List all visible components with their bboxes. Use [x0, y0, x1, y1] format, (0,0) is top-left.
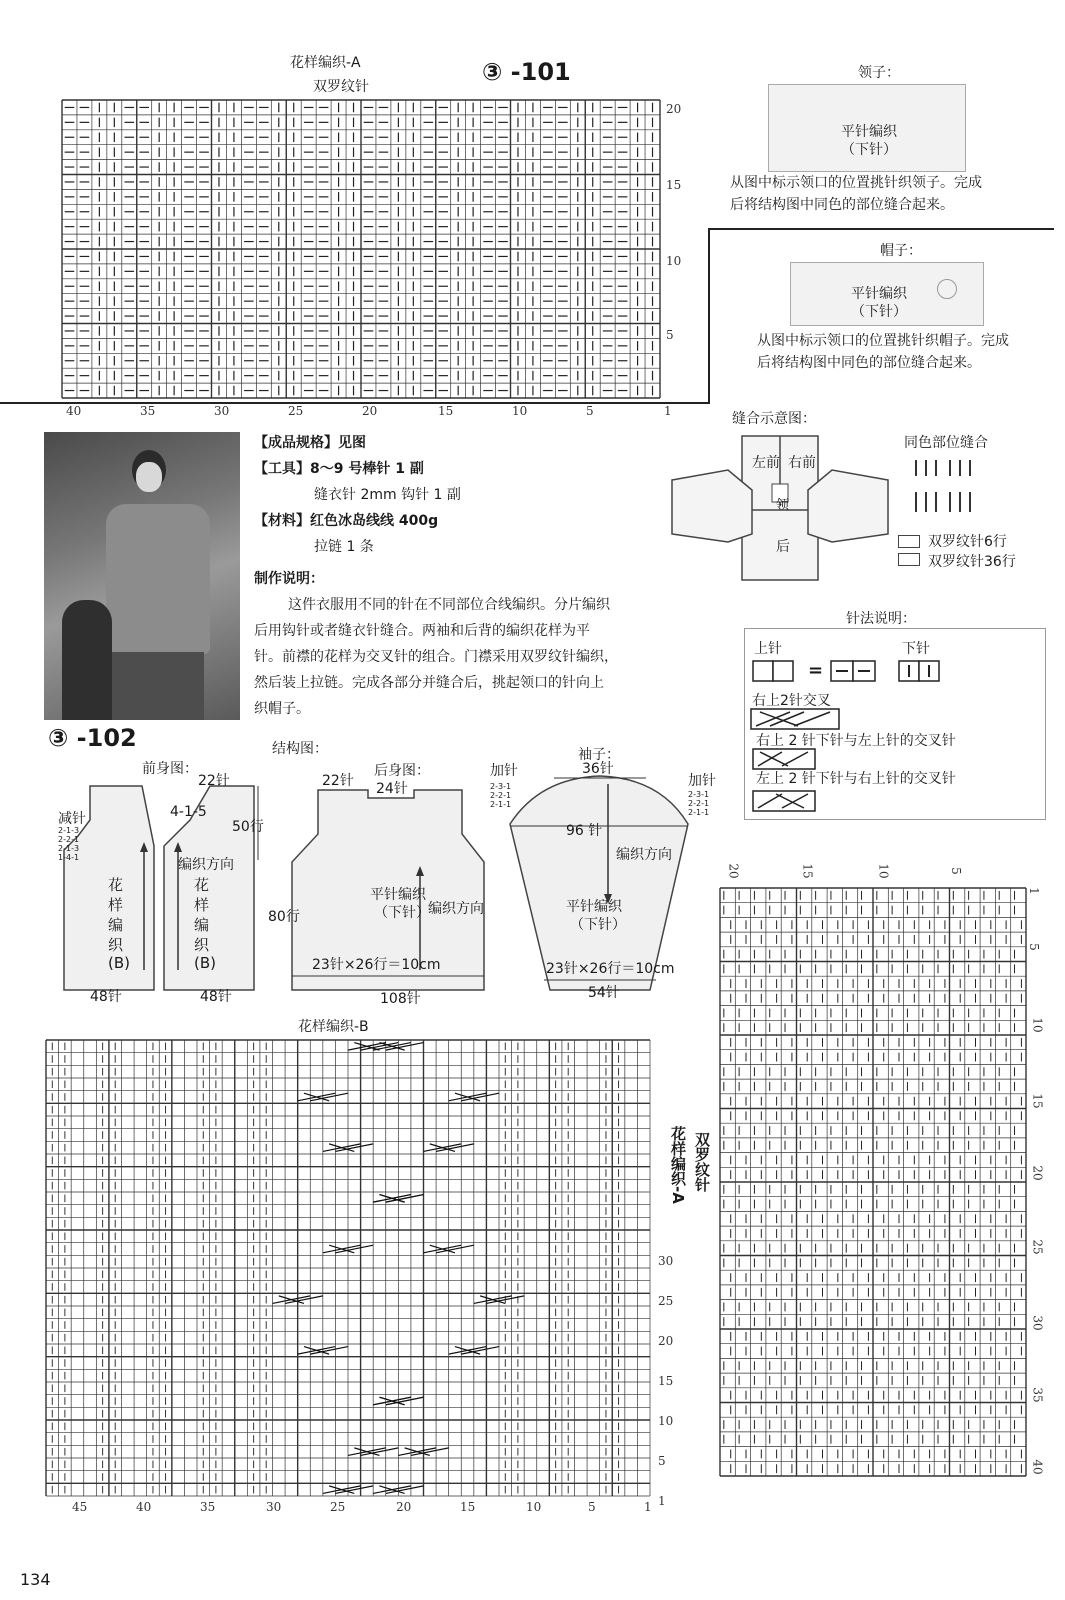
- collar-desc-1: 从图中标示领口的位置挑针织领子。完成: [730, 175, 982, 191]
- hood-desc-2: 后将结构图中同色的部位缝合起来。: [757, 355, 981, 371]
- sleeve-inc-left: 加针: [490, 763, 518, 779]
- chart-b-col-tick: 10: [526, 1500, 542, 1514]
- chart-b-col-tick: 25: [330, 1500, 346, 1514]
- sleeve-inc-row: 2-2-1: [490, 791, 512, 800]
- front-dec-row: 1-4-1: [58, 853, 80, 862]
- instructions-title: 制作说明：: [254, 571, 324, 587]
- spec-material-2: 拉链 1 条: [314, 539, 374, 555]
- collar-title: 领子：: [858, 65, 900, 81]
- hood-title: 帽子：: [880, 243, 922, 259]
- chart-a-rot-side-tick: 15: [1030, 1093, 1045, 1109]
- instructions-line-4: 然后装上拉链。完成各部分并缝合后，挑起领口的针向上: [254, 675, 604, 691]
- chart-a-row-tick: 20: [666, 102, 682, 116]
- front-dir-label: 编织方向: [178, 857, 234, 873]
- back-108-label: 108针: [380, 991, 421, 1007]
- chart-a-rot-side-tick: 25: [1030, 1239, 1045, 1255]
- chart-a-rot-side-tick: 40: [1030, 1459, 1045, 1475]
- chart-a-col-tick: 40: [66, 404, 82, 418]
- front-pattern-char: (B): [194, 954, 216, 972]
- spec-tools-2: 缝衣针 2mm 钩针 1 副: [314, 487, 461, 503]
- chart-a-rot-side-tick: 10: [1030, 1017, 1045, 1033]
- chart-a-col-tick: 30: [214, 404, 230, 418]
- hood-circle-mark: [937, 279, 957, 299]
- collar-box-line1: 平针编织: [841, 124, 897, 140]
- sleeve-36-label: 36针: [582, 761, 614, 777]
- front-pattern-char: 花: [108, 876, 124, 894]
- front-48-right: 48针: [200, 989, 232, 1005]
- legend-label-2: 双罗纹针36行: [928, 554, 1016, 570]
- stitches-title: 针法说明：: [846, 611, 916, 627]
- structure-title: 结构图：: [272, 741, 328, 757]
- spec-size: 【成品规格】见图: [254, 435, 366, 451]
- front-dec-label: 减针: [58, 811, 86, 827]
- stitch-knit-symbol: [752, 660, 796, 682]
- pattern-id-101: ③ -101: [482, 58, 571, 86]
- chart-b-row-tick: 30: [658, 1254, 674, 1268]
- sewing-left-front: 左前: [752, 455, 780, 471]
- sleeve-inc-row: 2-2-1: [688, 799, 710, 808]
- chart-a-rot-top-tick: 15: [800, 863, 815, 879]
- back-fabric-2: （下针）: [374, 905, 430, 921]
- sleeve-gauge: 23针×26行＝10cm: [546, 961, 675, 977]
- sleeve-54-label: 54针: [588, 985, 620, 1001]
- chart-a-rot-top-tick: 5: [948, 867, 963, 875]
- sleeve-inc-row: 2-1-1: [688, 808, 710, 817]
- instructions-line-3: 针。前襟的花样为交叉针的组合。门襟采用双罗纹针编织，: [254, 649, 618, 665]
- photo-jeans: [112, 652, 204, 720]
- hood-box-line2: （下针）: [851, 304, 907, 320]
- legend-label-1: 双罗纹针6行: [928, 534, 1007, 550]
- same-color-label: 同色部位缝合: [904, 435, 988, 451]
- chart-a-row-tick: 10: [666, 254, 682, 268]
- front-pattern-char: 编: [194, 916, 210, 934]
- hood-desc-1: 从图中标示领口的位置挑针织帽子。完成: [757, 333, 1009, 349]
- sewing-right-front: 右前: [788, 455, 816, 471]
- chart-b-col-tick: 30: [266, 1500, 282, 1514]
- divider-horizontal: [708, 228, 1054, 230]
- front-pieces: [60, 780, 270, 1000]
- collar-desc-2: 后将结构图中同色的部位缝合起来。: [730, 197, 954, 213]
- back-22-label: 22针: [322, 773, 354, 789]
- chart-a-rot-side-tick: 5: [1026, 943, 1041, 951]
- chart-b-row-tick: 1: [658, 1494, 666, 1508]
- back-24-label: 24针: [376, 781, 408, 797]
- sleeve-inc-row: 2-1-1: [490, 800, 512, 809]
- sleeve-fabric-2: （下针）: [570, 917, 626, 933]
- same-color-marks: [910, 456, 990, 516]
- front-pattern-char: 织: [194, 936, 210, 954]
- chart-a-rot-grid: [720, 888, 1026, 1476]
- stitch-purl-label: 下针: [902, 641, 930, 657]
- stitch-knit-label: 上针: [754, 641, 782, 657]
- chart-b-col-tick: 40: [136, 1500, 152, 1514]
- sewing-back: 后: [776, 539, 790, 555]
- stitch-dash-symbol: [830, 660, 878, 682]
- stitch-cross-3-label: 左上 2 针下针与右上针的交叉针: [756, 771, 956, 787]
- front-title: 前身图：: [142, 761, 198, 777]
- chart-b-col-tick: 1: [644, 1500, 652, 1514]
- sleeve-inc-row: 2-3-1: [688, 790, 710, 799]
- chart-a-rot-side-tick: 20: [1030, 1165, 1045, 1181]
- chart-a-subtitle: 双罗纹针: [313, 79, 369, 95]
- chart-b-title: 花样编织-B: [298, 1019, 369, 1035]
- chart-a-rot-subtitle: 双罗纹针: [693, 1132, 711, 1192]
- front-pattern-char: 织: [108, 936, 124, 954]
- instructions-line-1: 这件衣服用不同的针在不同部位合线编织。分片编织: [288, 597, 610, 613]
- chart-a-col-tick: 20: [362, 404, 378, 418]
- back-fabric-1: 平针编织: [370, 887, 426, 903]
- legend-swatch-1: [898, 535, 920, 548]
- page-number: 134: [20, 1570, 51, 1589]
- collar-box-line2: （下针）: [841, 142, 897, 158]
- chart-b-col-tick: 45: [72, 1500, 88, 1514]
- sewing-neck: 领: [776, 498, 790, 513]
- stitch-cross-2-label: 右上 2 针下针与左上针的交叉针: [756, 733, 956, 749]
- chart-a-col-tick: 35: [140, 404, 156, 418]
- pattern-id-102: ③ -102: [48, 724, 137, 752]
- chart-a-row-tick: 15: [666, 178, 682, 192]
- front-pattern-char: 编: [108, 916, 124, 934]
- divider-horizontal-2: [0, 402, 710, 404]
- sleeve-inc-right: 加针: [688, 773, 716, 789]
- sleeve-inc-row: 2-3-1: [490, 782, 512, 791]
- chart-a-rot-top-tick: 20: [726, 863, 741, 879]
- photo-face: [136, 462, 162, 492]
- back-gauge: 23针×26行＝10cm: [312, 957, 441, 973]
- chart-a-grid: [62, 100, 660, 398]
- sleeve-dir-label: 编织方向: [616, 847, 672, 863]
- stitch-cross-1-label: 右上2针交叉: [752, 693, 831, 709]
- front-dec-row: 2-1-3: [58, 844, 80, 853]
- chart-a-rot-title: 花样编织-A: [669, 1126, 687, 1204]
- chart-b-row-tick: 20: [658, 1334, 674, 1348]
- sewing-title: 缝合示意图：: [732, 411, 816, 427]
- chart-b-row-tick: 25: [658, 1294, 674, 1308]
- chart-a-col-tick: 10: [512, 404, 528, 418]
- instructions-line-5: 织帽子。: [254, 701, 310, 717]
- front-dec-row: 2-2-1: [58, 835, 80, 844]
- sleeve-title: 袖子：: [578, 747, 620, 763]
- spec-tools-1: 【工具】8～9 号棒针 1 副: [254, 461, 424, 477]
- stitch-cross-1-symbol: [750, 708, 842, 730]
- front-dec-row: 2-1-3: [58, 826, 80, 835]
- chart-a-rot-side-tick: 30: [1030, 1315, 1045, 1331]
- chart-a-rot-side-tick: 1: [1026, 887, 1041, 895]
- collar-diagram: [768, 84, 966, 172]
- back-dir-label: 编织方向: [428, 901, 484, 917]
- instructions-line-2: 后用钩针或者缝衣针缝合。两袖和后背的编织花样为平: [254, 623, 590, 639]
- front-48-left: 48针: [90, 989, 122, 1005]
- photo-jacket: [106, 504, 210, 654]
- front-pattern-char: 花: [194, 876, 210, 894]
- model-photo: [44, 432, 240, 720]
- front-pattern-char: 样: [108, 896, 124, 914]
- divider-vertical: [708, 228, 710, 404]
- front-pattern-char: (B): [108, 954, 130, 972]
- chart-b-col-tick: 20: [396, 1500, 412, 1514]
- chart-a-rot-side-tick: 35: [1030, 1387, 1045, 1403]
- chart-b-row-tick: 10: [658, 1414, 674, 1428]
- chart-a-row-tick: 5: [666, 328, 674, 342]
- front-415-label: 4-1-5: [170, 804, 207, 820]
- chart-a-col-tick: 15: [438, 404, 454, 418]
- hood-box-line1: 平针编织: [851, 286, 907, 302]
- stitch-purl-symbol: [898, 660, 942, 682]
- back-title: 后身图：: [374, 763, 430, 779]
- spec-material-1: 【材料】红色冰岛线线 400g: [254, 513, 439, 529]
- chart-a-col-tick: 5: [586, 404, 594, 418]
- chart-a-col-tick: 25: [288, 404, 304, 418]
- stitch-cross-3-symbol: [752, 790, 818, 812]
- front-pattern-char: 样: [194, 896, 210, 914]
- photo-railing-post: [62, 600, 112, 720]
- chart-b-col-tick: 15: [460, 1500, 476, 1514]
- legend-swatch-2: [898, 553, 920, 566]
- stitch-cross-2-symbol: [752, 748, 818, 770]
- chart-a-rot-top-tick: 10: [876, 863, 891, 879]
- front-22-label: 22针: [198, 773, 230, 789]
- sleeve-96-label: 96 针: [566, 823, 603, 839]
- chart-b-row-tick: 5: [658, 1454, 666, 1468]
- chart-b-col-tick: 35: [200, 1500, 216, 1514]
- sleeve-fabric-1: 平针编织: [566, 899, 622, 915]
- front-50-label: 50行: [232, 819, 264, 835]
- chart-a-col-tick: 1: [664, 404, 672, 418]
- back-80-label: 80行: [268, 909, 300, 925]
- chart-b-col-tick: 5: [588, 1500, 596, 1514]
- chart-a-title: 花样编织-A: [290, 55, 361, 71]
- hood-diagram: [790, 262, 984, 326]
- chart-b-grid: [46, 1040, 650, 1496]
- chart-b-row-tick: 15: [658, 1374, 674, 1388]
- stitch-equals: =: [808, 660, 824, 681]
